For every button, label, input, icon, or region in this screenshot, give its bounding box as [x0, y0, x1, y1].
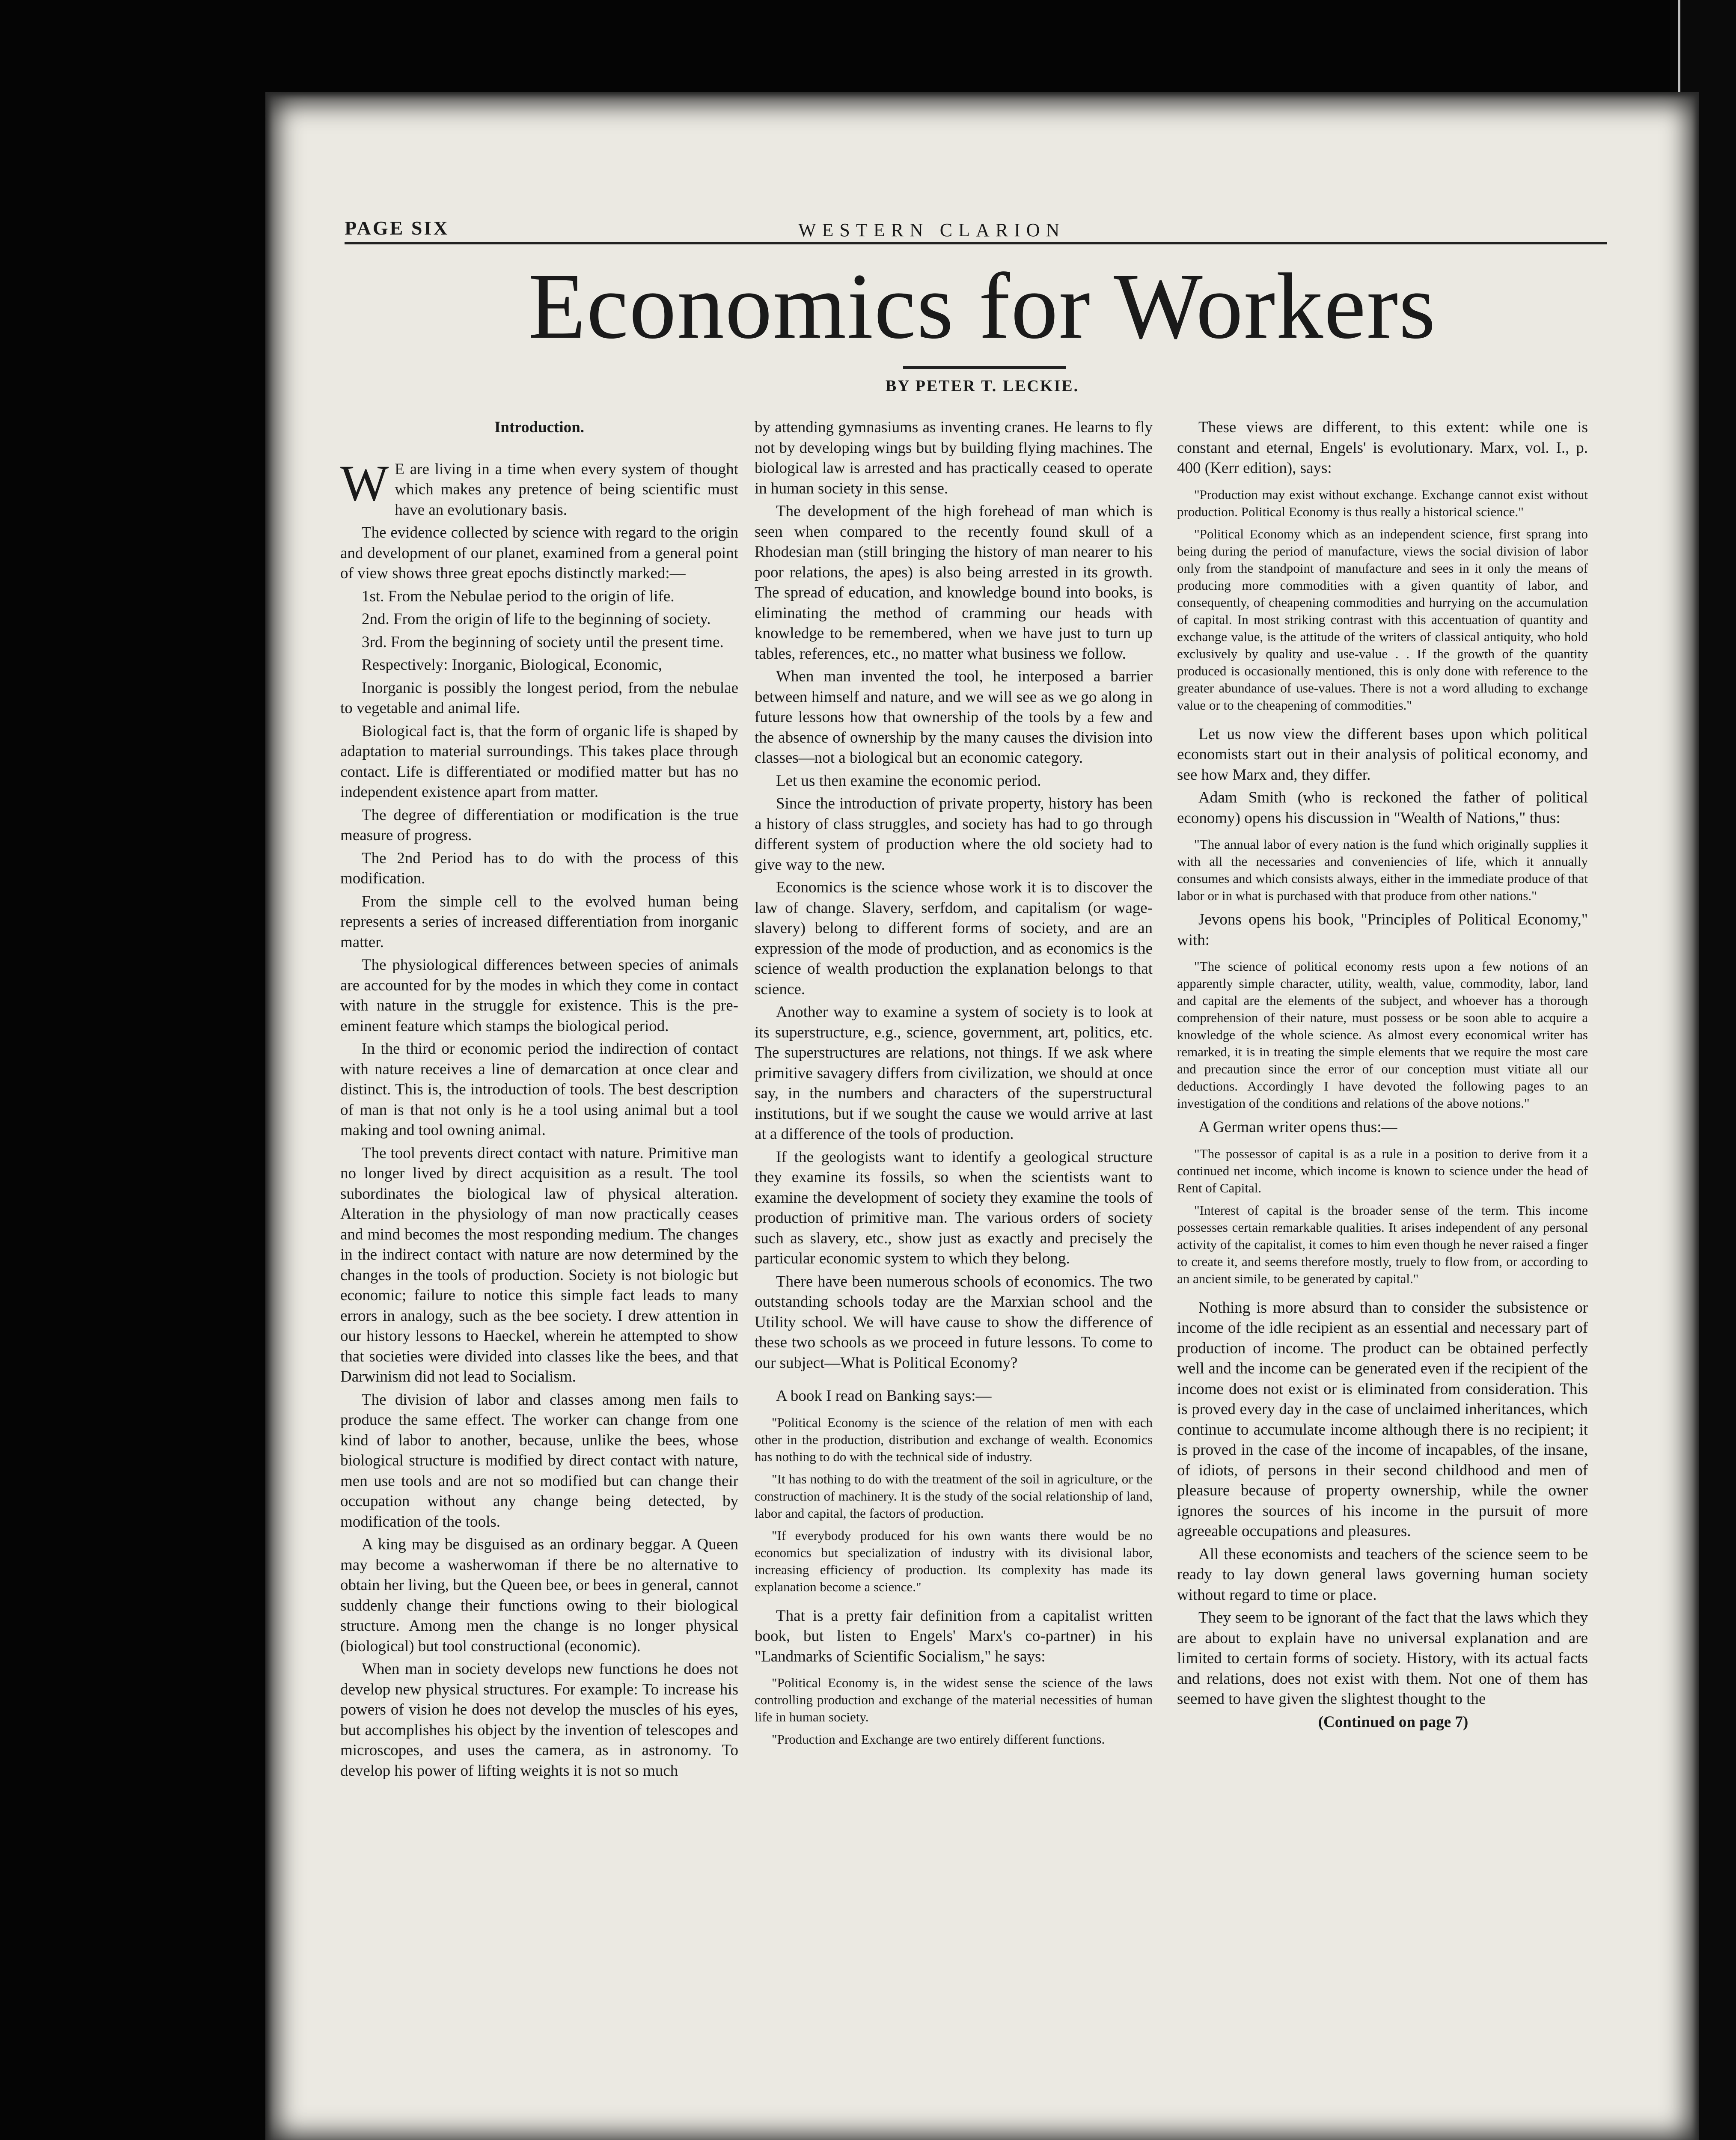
paragraph: That is a pretty fair definition from a capitalist written book, but listen to Engels' Marx's co-partner) in his "Landmarks of Scientific Socialism," he says: — [755, 1607, 1153, 1665]
block-quote: "Production may exist without exchange. Exchange cannot exist without production. Political Economy is thus really a historical science." — [1177, 487, 1588, 519]
paragraph: The development of the high forehead of man which is seen when compared to the recently found skull of a Rhodesian man (still bringing the history of man nearer to his poor relations, the apes) is also being arrested in its growth. The spread of education, and knowledge bound into books, is eliminating the method of cramming our heads with knowledge to be remembered, when we have just to turn up tables, references, etc., no matter what business we follow. — [755, 502, 1153, 663]
paragraph: Respectively: Inorganic, Biological, Economic, — [362, 656, 663, 674]
paragraph-text: E are living in a time when every system of thought which makes any pretence of being scientific must have an evolutionary basis. — [395, 460, 738, 519]
paragraph: The evidence collected by science with regard to the origin and development of our planet, examined from a general point of view shows three great epochs distinctly marked:— — [340, 524, 738, 582]
paragraph: 3rd. From the beginning of society until the present time. — [362, 633, 724, 651]
paragraph: Inorganic is possibly the longest period, from the nebulae to vegetable and animal life. — [340, 679, 738, 717]
paragraph: The 2nd Period has to do with the process of this modification. — [340, 849, 738, 887]
masthead-rule — [345, 242, 1607, 244]
drop-cap: W — [340, 454, 389, 511]
paragraph: The physiological differences between species of animals are accounted for by the modes in which they come in contact with nature in the struggle for existence. This is the pre-eminent feature which stamps the biological period. — [340, 956, 738, 1035]
block-quote: "If everybody produced for his own wants there would be no economics but specialization of industry with its divisional labor, increasing efficiency of production. Its complexity has made its explanation become a science." — [755, 1528, 1153, 1594]
page-number: PAGE SIX — [345, 217, 449, 239]
byline: BY PETER T. LECKIE. — [885, 377, 1079, 395]
paragraph: by attending gymnasiums as inventing cranes. He learns to fly not by developing wings but by building flying machines. The biological law is arrested and has practically ceased to operate in human society in this sense. — [755, 419, 1153, 497]
article-title: Economics for Workers — [528, 254, 1436, 358]
paragraph: Adam Smith (who is reckoned the father of political economy) opens his discussion in "Wealth of Nations," thus: — [1177, 789, 1588, 827]
paragraph: Nothing is more absurd than to consider the subsistence or income of the idle recipient as an essential and necessary part of production of income. The product can be obtained perfectly well and the income can be generated even if the recipient of the income does not exist or is eliminated from consideration. This is proved every day in the case of unclaimed inheritances, which continue to accumulate income although there is no recipient; it is proved in the case of the income of incapables, of the insane, of idiots, of persons in their second childhood and men of pleasure because of property ownership, while the owner ignores the sources of his income in the pursuit of more agreeable occupations and pleasures. — [1177, 1299, 1588, 1540]
column-2 — [755, 417, 1153, 2104]
block-quote: "Interest of capital is the broader sense of the term. This income possesses certain remarkable qualities. It arises independent of any personal activity of the capitalist, it comes to him even though he never raised a finger to create it, and seems therefore mostly, truely to flow from, or according to an ancient simile, to be generated by capital." — [1177, 1202, 1588, 1286]
block-quote: "It has nothing to do with the treatment of the soil in agriculture, or the construction of machinery. It is the study of the social relationship of land, labor and capital, the factors of production. — [755, 1471, 1153, 1521]
block-quote: "The possessor of capital is as a rule in a position to derive from it a continued net income, which income is known to science under the head of Rent of Capital. — [1177, 1146, 1588, 1195]
paragraph: Another way to examine a system of society is to look at its superstructure, e.g., science, government, art, politics, etc. The superstructures are relations, not things. If we ask where primitive savagery differs from civilization, we should at once say, in the numbers and characters of the superstructural institutions, but if we sought the cause we would arrive at last at a difference of the tools of production. — [755, 1003, 1153, 1143]
masthead — [345, 212, 1607, 242]
paragraph: There have been numerous schools of economics. The two outstanding schools today are the Marxian school and the Utility school. We will have cause to show the difference of these two schools as we proceed in future lessons. To come to our subject—What is Political Economy? — [755, 1272, 1153, 1372]
block-quote: "Political Economy which as an independent science, first sprang into being during the period of manufacture, views the social division of labor only from the standpoint of manufacture and sees in it only the means of producing more commodities with a given quantity of labor, and consequently, of cheapening commodities and hurrying on the accumulation of capital. In most striking contrast with this accentuation of quantity and exchange value, is the attitude of the writers of classical antiquity, who hold exclusively by quality and use-value . . If the growth of the quantity produced is occasionally mentioned, this is only done with reference to the greater abundance of use-values. There is not a word alluding to exchange value or to the cheapening of commodities." — [1177, 526, 1588, 713]
paragraph: 1st. From the Nebulae period to the origin of life. — [362, 587, 675, 605]
paper-name: WESTERN CLARION — [798, 220, 1066, 241]
paragraph: Jevons opens his book, "Principles of Political Economy," with: — [1177, 911, 1588, 949]
paragraph: Let us now view the different bases upon which political economists start out in their analysis of political economy, and see how Marx and, they differ. — [1177, 725, 1588, 784]
paragraph: If the geologists want to identify a geological structure they examine its fossils, so when the scientists want to examine the development of society they examine the tools of production of primitive man. The various orders of society such as slavery, etc., show just as exactly and precisely the particular economic system to which they belong. — [755, 1148, 1153, 1267]
paragraph: Biological fact is, that the form of organic life is shaped by adaptation to material surroundings. This takes place through contact. Life is differentiated or modified matter but has no independent existence apart from matter. — [340, 722, 738, 801]
paragraph: A king may be disguised as an ordinary beggar. A Queen may become a washerwoman if there be no alternative to obtain her living, but the Queen bee, or bees in general, cannot suddenly change their functions owing to their biological structure. Among men the change is no longer physical (biological) but tool constructional (economic). — [340, 1536, 738, 1655]
block-quote: "Political Economy is the science of the relation of men with each other in the production, distribution and exchange of wealth. Economics has nothing to do with the technical side of industry. — [755, 1415, 1153, 1464]
title-rule — [903, 366, 1066, 369]
block-quote: "The annual labor of every nation is the fund which originally supplies it with all the necessaries and conveniencies of life, which it annually consumes and which consists always, either in the immediate produce of that labor or in what is purchased with that produce from other nations." — [1177, 837, 1588, 903]
paragraph — [340, 454, 738, 520]
block-quote: "The science of political economy rests upon a few notions of an apparently simple character, utility, wealth, value, commodity, labor, land and capital are the elements of the subject, and whoever has a thorough comprehension of their nature, must possess or be soon able to acquire a knowledge of the whole science. As almost every economical writer has remarked, it is in treating the simple elements that we require the most care and precaution since the error of our conception must vitiate all our deductions. Accordingly I have devoted the following pages to an investigation of the conditions and relations of the above notions." — [1177, 959, 1588, 1111]
column-1 — [340, 417, 738, 2104]
intro-heading: Introduction. — [494, 419, 585, 436]
paragraph: A German writer opens thus:— — [1198, 1118, 1397, 1136]
paragraph: These views are different, to this extent: while one is constant and eternal, Engels' is evolutionary. Marx, vol. I., p. 400 (Kerr edition), says: — [1177, 419, 1588, 477]
paragraph: The degree of differentiation or modification is the true measure of progress. — [340, 806, 738, 844]
paragraph: In the third or economic period the indirection of contact with nature receives a line of demarcation at once clear and distinct. This is, the introduction of tools. The best description of man is that not only is he a tool using animal but a tool making and tool owning animal. — [340, 1040, 738, 1139]
column-3 — [1177, 417, 1588, 2104]
paragraph: Since the introduction of private property, history has been a history of class struggles, and society has had to go through different system of production where the old society had to give way to the new. — [755, 795, 1153, 874]
paragraph: When man in society develops new functions he does not develop new physical structures. For example: To increase his powers of vision he does not develop the muscles of his eyes, but accomplishes his object by the invention of telescopes and microscopes, and uses the camera, as in astronomy. To develop his power of lifting weights it is not so much — [340, 1660, 738, 1780]
paragraph: All these economists and teachers of the science seem to be ready to lay down general laws governing human society without regard to time or place. — [1177, 1545, 1588, 1604]
paragraph: 2nd. From the origin of life to the beginning of society. — [362, 610, 711, 628]
paragraph: Economics is the science whose work it is to discover the law of change. Slavery, serfdom, and capitalism (or wage-slavery) belong to different forms of society, and are an expression of the mode of production, and as economics is the science of wealth production the explanation belongs to that science. — [755, 879, 1153, 998]
block-quote: "Production and Exchange are two entirely different functions. — [772, 1732, 1105, 1747]
block-quote: "Political Economy is, in the widest sense the science of the laws controlling production and exchange of the material necessities of human life in human society. — [755, 1675, 1153, 1724]
paragraph: The division of labor and classes among men fails to produce the same effect. The worker can change from one kind of labor to another, because, unlike the bees, whose biological structure is modified by direct contact with nature, men use tools and are not so modified but can change their occupation without any change being detected, by modification of the tools. — [340, 1391, 738, 1531]
paragraph: When man invented the tool, he interposed a barrier between himself and nature, and we will see as we go along in future lessons how that ownership of the tools by a few and the absence of ownership by the many causes the division into classes—not a biological but an economic category. — [755, 668, 1153, 767]
paragraph: They seem to be ignorant of the fact that the laws which they are about to explain have no universal explanation and are limited to certain forms of society. History, with its actual facts and relations, does not exist with them. Not one of them has seemed to have given the slightest thought to the — [1177, 1609, 1588, 1708]
paragraph: From the simple cell to the evolved human being represents a series of increased differentiation from inorganic matter. — [340, 892, 738, 951]
continued-notice: (Continued on page 7) — [1318, 1713, 1468, 1731]
newspaper-page — [265, 92, 1699, 2140]
paragraph: A book I read on Banking says:— — [776, 1387, 992, 1405]
paragraph: Let us then examine the economic period. — [776, 772, 1041, 790]
paragraph: The tool prevents direct contact with nature. Primitive man no longer lived by direct acquisition as a result. The tool subordinates the biological law of physical alteration. Alteration in the physiology of man now practically ceases and mind becomes the most responding medium. The changes in the indirect contact with nature are now determined by the changes in the tools of production. Society is not biologic but economic; failure to notice this simple fact leads to many errors in analogy, such as the bee society. I drew attention in our history lessons to Haeckel, wherein he attempted to show that societies were divided into classes like the bees, and that Darwinism did not lead to Socialism. — [340, 1144, 738, 1385]
